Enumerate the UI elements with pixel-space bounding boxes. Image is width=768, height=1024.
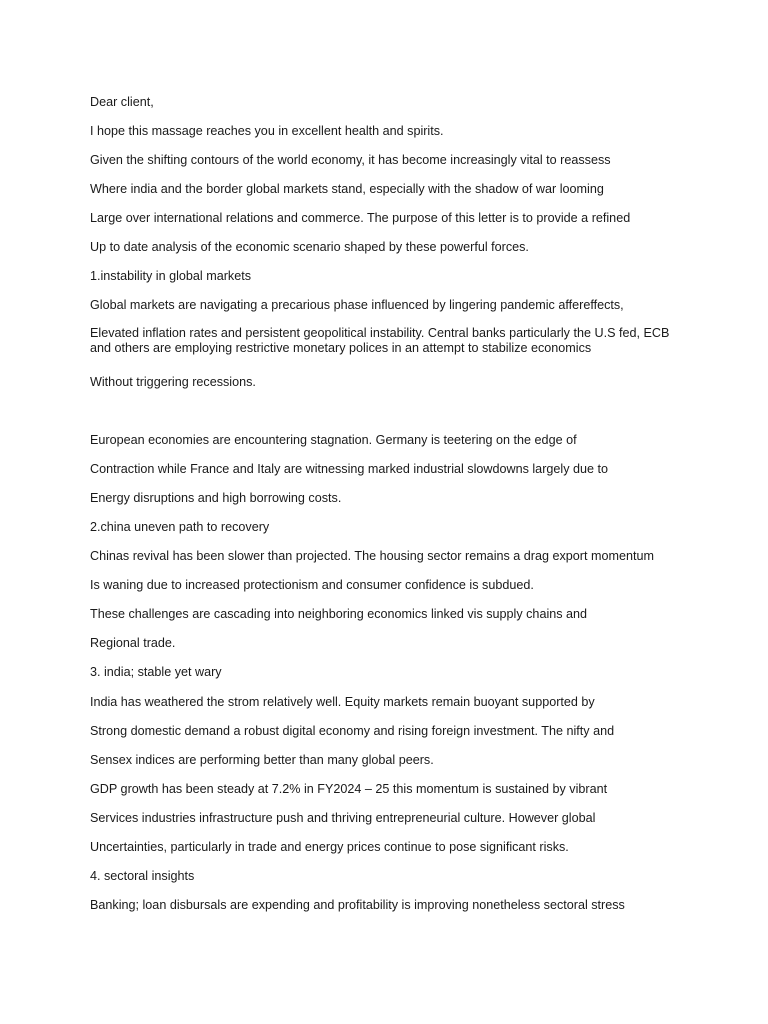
paragraph-line: Banking; loan disbursals are expending and profitability is improving nonetheless sectoral stress bbox=[90, 898, 625, 912]
paragraph-line: GDP growth has been steady at 7.2% in FY2024 – 25 this momentum is sustained by vibrant bbox=[90, 782, 608, 796]
paragraph-line: Sensex indices are performing better than many global peers. bbox=[90, 753, 434, 767]
paragraph-line: Global markets are navigating a precarious phase influenced by lingering pandemic afferеffects, bbox=[90, 298, 624, 312]
section-heading: 2.china uneven path to recovery bbox=[90, 520, 270, 534]
paragraph-line: Uncertainties, particularly in trade and energy prices continue to pose significant risks. bbox=[90, 840, 569, 854]
paragraph-line: These challenges are cascading into neighboring economics linked vis supply chains and bbox=[90, 607, 588, 621]
paragraph-line: Services industries infrastructure push and thriving entrepreneurial culture. However global bbox=[90, 811, 596, 825]
paragraph-line: Where india and the border global markets stand, especially with the shadow of war looming bbox=[90, 182, 604, 196]
paragraph-line: Chinas revival has been slower than projected. The housing sector remains a drag export momentum bbox=[90, 549, 654, 563]
paragraph-line: Is waning due to increased protectionism and consumer confidence is subdued. bbox=[90, 578, 534, 592]
paragraph-line: Given the shifting contours of the world economy, it has become increasingly vital to reassess bbox=[90, 153, 611, 167]
section-heading: 1.instability in global markets bbox=[90, 269, 251, 283]
paragraph-line: Without triggering recessions. bbox=[90, 375, 256, 389]
paragraph-line: India has weathered the strom relatively well. Equity markets remain buoyant supported by bbox=[90, 695, 595, 709]
paragraph-line: Large over international relations and commerce. The purpose of this letter is to provide a refined bbox=[90, 211, 631, 225]
section-heading: 3. india; stable yet wary bbox=[90, 665, 222, 679]
greeting: Dear client, bbox=[90, 95, 154, 109]
paragraph-line: Contraction while France and Italy are witnessing marked industrial slowdowns largely due to bbox=[90, 462, 608, 476]
paragraph-line: European economies are encountering stagnation. Germany is teetering on the edge of bbox=[90, 433, 577, 447]
paragraph-line: Energy disruptions and high borrowing costs. bbox=[90, 491, 342, 505]
section-heading: 4. sectoral insights bbox=[90, 869, 195, 883]
paragraph-line: Elevated inflation rates and persistent geopolitical instability. Central banks particularly the U.S fed, ECB and others are employing restrictive monetary polices in an attempt to stabilize economics bbox=[90, 326, 670, 355]
paragraph-line: Regional trade. bbox=[90, 636, 176, 650]
paragraph-line: Strong domestic demand a robust digital economy and rising foreign investment. The nifty and bbox=[90, 724, 615, 738]
paragraph-line: Up to date analysis of the economic scenario shaped by these powerful forces. bbox=[90, 240, 529, 254]
paragraph-line: I hope this massage reaches you in excellent health and spirits. bbox=[90, 124, 444, 138]
